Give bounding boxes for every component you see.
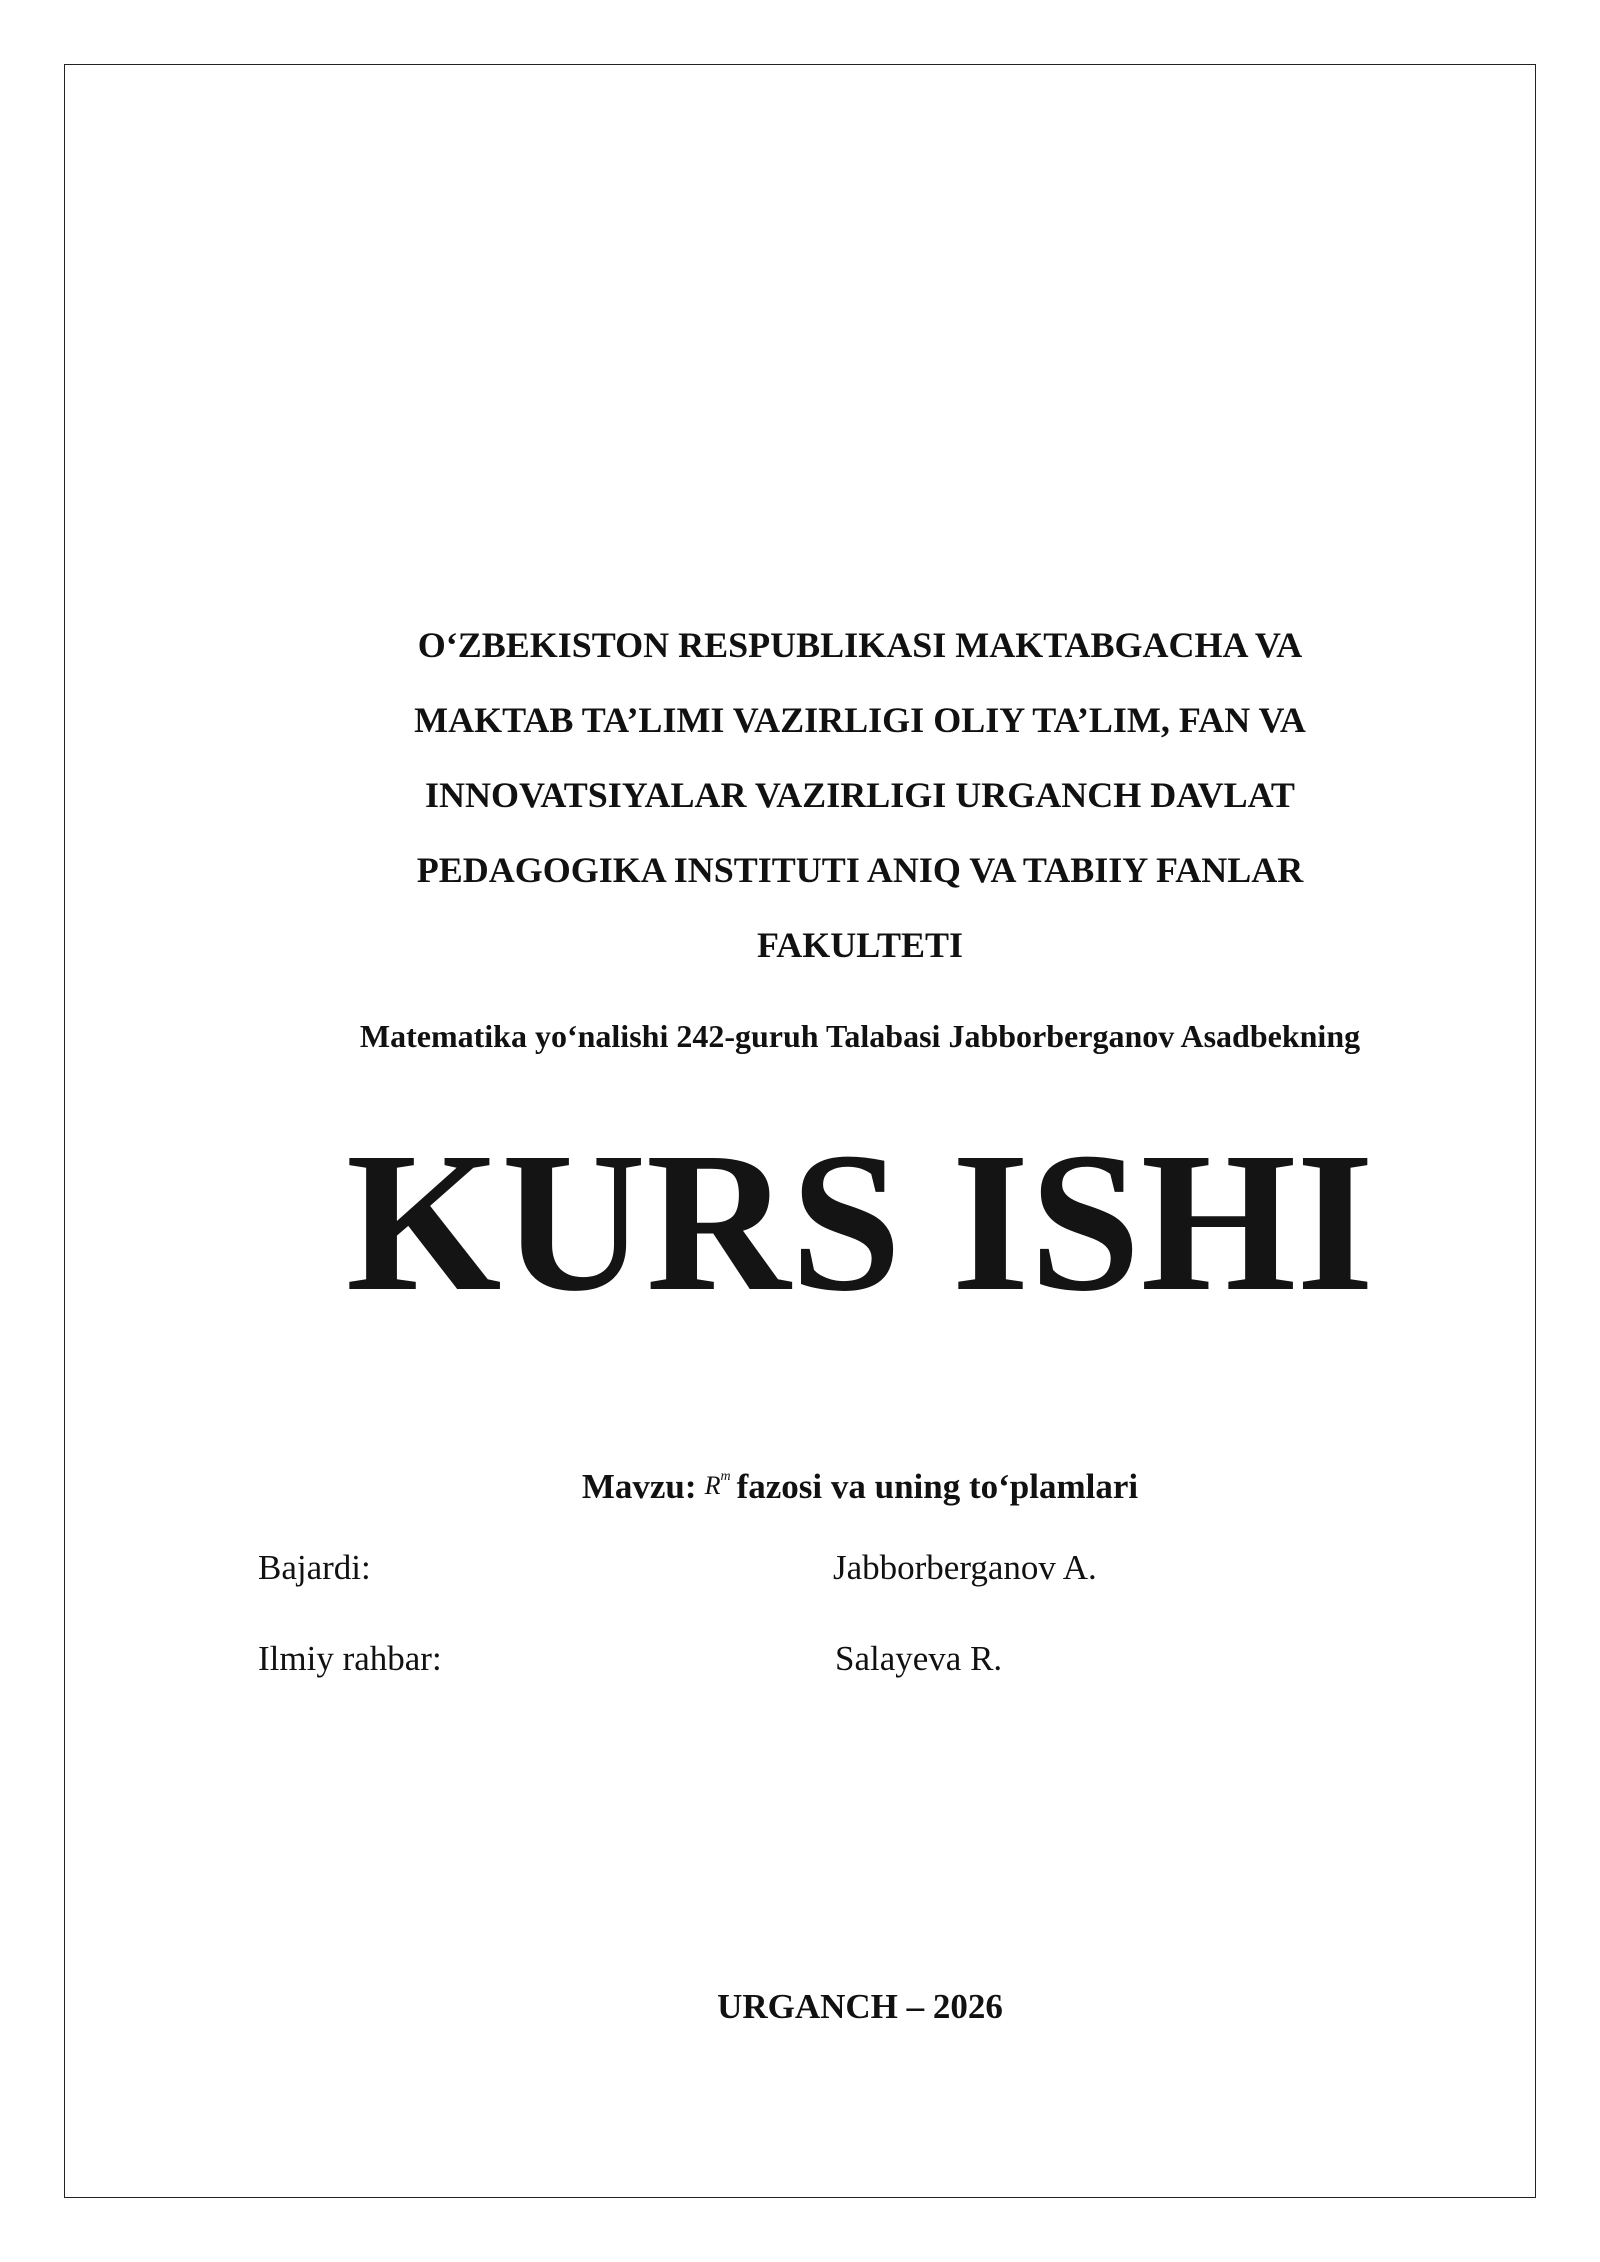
header-line-5: FAKULTETI bbox=[756, 925, 964, 965]
topic-line bbox=[200, 1456, 1520, 1515]
topic-text: fazosi va uning to‘plamlari bbox=[736, 1467, 1139, 1506]
author-label: Bajardi: bbox=[258, 1548, 371, 1587]
institution-header bbox=[300, 608, 1420, 983]
math-exponent: m bbox=[720, 1469, 731, 1484]
document-title: KURS ISHI bbox=[345, 1112, 1375, 1333]
supervisor-row bbox=[258, 1634, 1458, 1684]
author-name: Jabborberganov A. bbox=[833, 1548, 1097, 1587]
header-line-4: PEDAGOGIKA INSTITUTI ANIQ VA TABIIY FANLAR bbox=[416, 850, 1304, 890]
header-line-3: INNOVATSIYALAR VAZIRLIGI URGANCH DAVLAT bbox=[425, 775, 1295, 815]
supervisor-name: Salayeva R. bbox=[835, 1639, 1003, 1678]
math-base: R bbox=[704, 1471, 721, 1500]
header-line-1: O‘ZBEKISTON RESPUBLIKASI MAKTABGACHA VA bbox=[417, 625, 1303, 665]
city-year: URGANCH – 2026 bbox=[717, 1987, 1003, 2026]
student-subtitle: Matematika yo‘nalishi 242-guruh Talabasi Jabborberganov Asadbekning bbox=[359, 1018, 1361, 1054]
topic-label: Mavzu: bbox=[581, 1467, 697, 1506]
header-line-2: MAKTAB TA’LIMI VAZIRLIGI OLIY TA’LIM, FAN VA bbox=[414, 700, 1306, 740]
topic-math-symbol bbox=[705, 1471, 731, 1500]
supervisor-label: Ilmiy rahbar: bbox=[258, 1639, 442, 1678]
author-row bbox=[258, 1543, 1458, 1593]
